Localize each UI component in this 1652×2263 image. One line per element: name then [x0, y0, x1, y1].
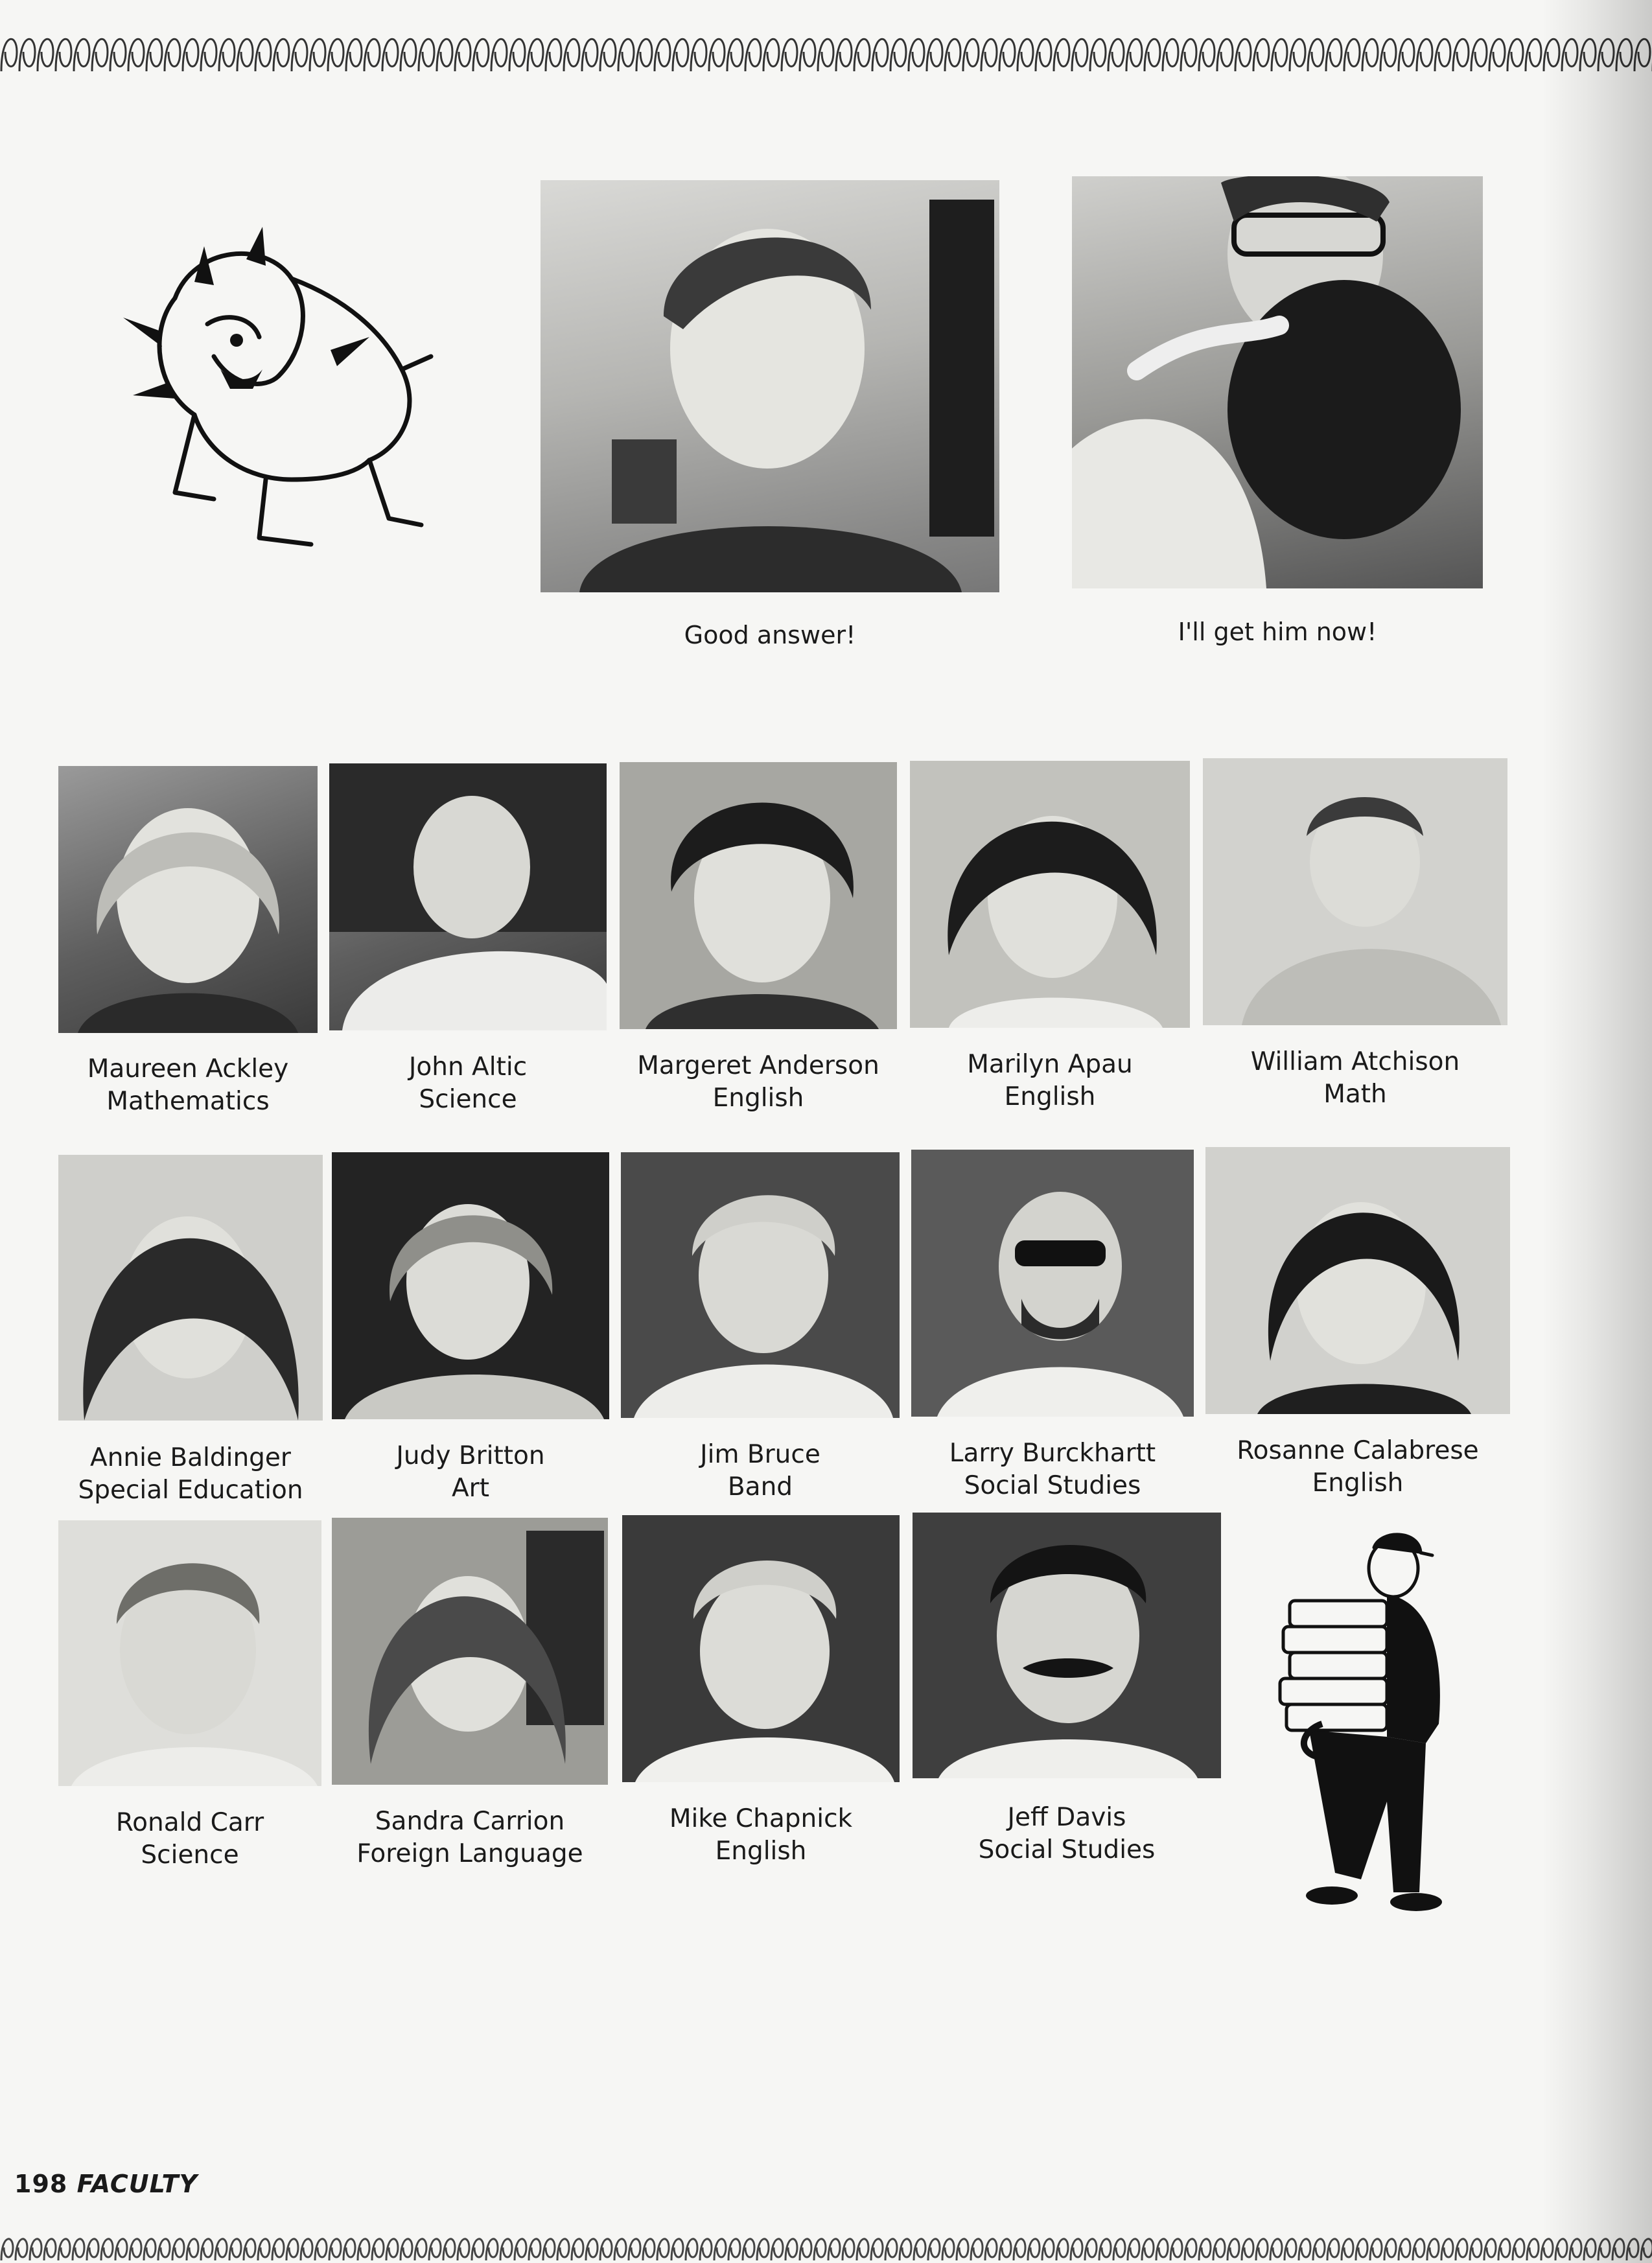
faculty-subject: English: [712, 1084, 804, 1113]
faculty-portrait-maureen-ackley: [58, 766, 318, 1033]
faculty-subject: Social Studies: [978, 1835, 1156, 1864]
bulldog-mascot-illustration: [97, 220, 434, 570]
faculty-name: Mike Chapnick: [669, 1804, 853, 1833]
faculty-caption-jeff-davis: [913, 1802, 1221, 1866]
faculty-subject: English: [1004, 1082, 1096, 1111]
faculty-portrait-rosanne-calabrese: [1205, 1147, 1510, 1414]
faculty-subject: Math: [1323, 1080, 1387, 1109]
faculty-portrait-marilyn-apau: [910, 761, 1190, 1028]
faculty-caption-ronald-carr: [58, 1807, 321, 1872]
faculty-subject: Science: [419, 1085, 517, 1114]
faculty-subject: Social Studies: [964, 1471, 1141, 1500]
faculty-caption-mike-chapnick: [622, 1803, 900, 1868]
faculty-portrait-ronald-carr: [58, 1520, 321, 1786]
candid-caption-text: Good answer!: [684, 621, 856, 649]
faculty-portrait-judy-britton: [332, 1152, 609, 1419]
faculty-name: Rosanne Calabrese: [1237, 1436, 1479, 1465]
faculty-caption-judy-britton: [332, 1440, 609, 1505]
faculty-caption-maureen-ackley: [58, 1053, 318, 1118]
section-label: FACULTY: [76, 2170, 198, 2198]
faculty-subject: English: [1312, 1468, 1404, 1498]
faculty-name: Maureen Ackley: [87, 1054, 289, 1084]
faculty-caption-marilyn-apau: [910, 1049, 1190, 1113]
faculty-subject: Band: [727, 1472, 793, 1502]
binding-shadow: [1542, 0, 1652, 2263]
candid-photo-teacher-with-student: [1072, 176, 1483, 588]
spiral-binding-top: [0, 26, 1652, 78]
faculty-portrait-jim-bruce: [621, 1152, 900, 1418]
faculty-portrait-jeff-davis: [913, 1513, 1221, 1778]
faculty-caption-larry-burckhartt: [911, 1437, 1194, 1502]
faculty-caption-margeret-anderson: [620, 1050, 897, 1115]
man-carrying-books-cartoon: [1270, 1529, 1465, 1931]
faculty-caption-jim-bruce: [621, 1439, 900, 1503]
faculty-name: Larry Burckhartt: [949, 1439, 1156, 1468]
faculty-name: Sandra Carrion: [375, 1807, 565, 1836]
faculty-name: William Atchison: [1250, 1047, 1460, 1076]
faculty-name: Ronald Carr: [115, 1808, 264, 1837]
faculty-name: Jim Bruce: [700, 1440, 820, 1469]
faculty-subject: Mathematics: [106, 1087, 270, 1116]
faculty-portrait-mike-chapnick: [622, 1515, 900, 1782]
faculty-portrait-larry-burckhartt: [911, 1150, 1194, 1417]
faculty-subject: Foreign Language: [356, 1839, 583, 1868]
faculty-name: Margeret Anderson: [637, 1051, 879, 1080]
faculty-name: Marilyn Apau: [967, 1050, 1133, 1079]
candid-caption-text: I'll get him now!: [1178, 618, 1377, 646]
faculty-portrait-sandra-carrion: [332, 1518, 608, 1785]
faculty-name: John Altic: [408, 1052, 528, 1082]
page-number: 198: [14, 2170, 68, 2198]
faculty-subject: Art: [451, 1474, 489, 1503]
faculty-caption-sandra-carrion: [332, 1805, 608, 1870]
faculty-subject: English: [715, 1837, 807, 1866]
faculty-portrait-annie-baldinger: [58, 1155, 323, 1421]
faculty-portrait-john-altic: [329, 763, 607, 1030]
faculty-caption-william-atchison: [1203, 1046, 1507, 1111]
faculty-caption-annie-baldinger: [58, 1442, 323, 1507]
page-footer: [14, 2170, 198, 2198]
candid-caption-good-answer: [541, 619, 999, 651]
spiral-binding-bottom: [0, 2229, 1652, 2263]
faculty-portrait-margeret-anderson: [620, 762, 897, 1029]
faculty-name: Judy Britton: [396, 1441, 545, 1470]
faculty-subject: Special Education: [78, 1476, 303, 1505]
faculty-subject: Science: [141, 1840, 239, 1870]
faculty-name: Annie Baldinger: [90, 1443, 291, 1472]
faculty-portrait-william-atchison: [1203, 758, 1507, 1025]
candid-caption-ill-get-him-now: [1072, 616, 1483, 648]
faculty-caption-john-altic: [329, 1051, 607, 1116]
faculty-caption-rosanne-calabrese: [1205, 1435, 1510, 1500]
faculty-name: Jeff Davis: [1007, 1803, 1126, 1832]
candid-photo-teacher-smiling: [541, 180, 999, 592]
